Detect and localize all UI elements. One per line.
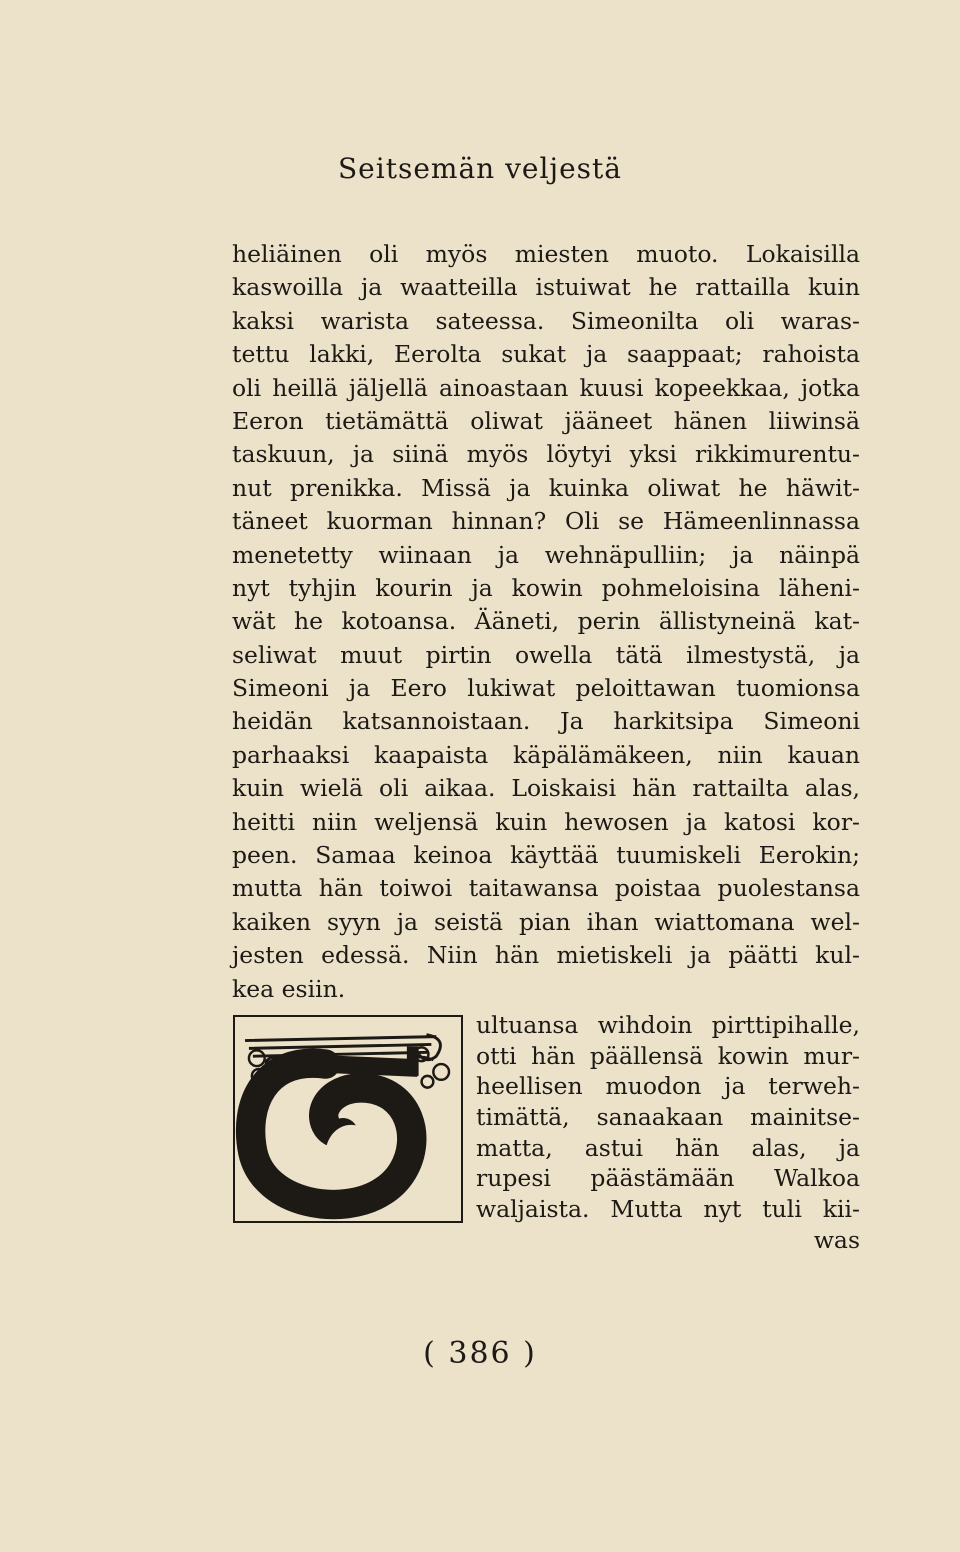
text-line: Simeoni ja Eero lukiwat peloittawan tuomionsa [232, 674, 860, 703]
text-line: oli heillä jäljellä ainoastaan kuusi kopeekkaa, jotka [232, 373, 860, 402]
text-line: mutta hän toiwoi taitawansa poistaa puolestansa [232, 874, 860, 903]
text-line: kaswoilla ja waatteilla istuiwat he rattailla kuin [232, 273, 860, 302]
text-line: Eeron tietämättä oliwat jääneet hänen liiwinsä [232, 406, 860, 435]
text-line: matta, astui hän alas, ja [476, 1133, 860, 1162]
text-line: nyt tyhjin kourin ja kowin pohmeloisina läheni- [232, 573, 860, 602]
page-number: ( 386 ) [423, 1336, 537, 1371]
text-line: kaksi warista sateessa. Simeonilta oli waras- [232, 306, 860, 335]
text-line: timättä, sanaakaan mainitse- [476, 1103, 860, 1132]
text-line: taskuun, ja siinä myös löytyi yksi rikkimurentu- [232, 440, 860, 469]
text-line: parhaaksi kaapaista käpälämäkeen, niin kauan [232, 740, 860, 769]
text-line: täneet kuorman hinnan? Oli se Hämeenlinnassa [232, 507, 860, 536]
text-line: waljaista. Mutta nyt tuli kii- [476, 1195, 860, 1224]
text-line: peen. Samaa keinoa käyttää tuumiskeli Eerokin; [232, 841, 860, 870]
ornamental-drop-cap-icon [233, 1015, 463, 1223]
text-line: heliäinen oli myös miesten muoto. Lokaisilla [232, 240, 860, 268]
text-line: ultuansa wihdoin pirttipihalle, [476, 1011, 860, 1039]
text-line: kea esiin. [232, 974, 346, 1003]
text-line: kuin wielä oli aikaa. Loiskaisi hän rattailta alas, [232, 774, 860, 803]
text-line: rupesi päästämään Walkoa [476, 1164, 860, 1193]
text-line: heellisen muodon ja terweh- [476, 1072, 860, 1101]
text-line: nut prenikka. Missä ja kuinka oliwat he häwit- [232, 473, 860, 502]
text-line: heidän katsannoistaan. Ja harkitsipa Simeoni [232, 707, 860, 736]
running-title: Seitsemän veljestä [338, 152, 622, 185]
text-line: seliwat muut pirtin owella tätä ilmestystä, ja [232, 640, 860, 669]
text-line: heitti niin weljensä kuin hewosen ja katosi kor- [232, 807, 860, 836]
drop-cap-paragraph [476, 1010, 860, 1256]
text-line: menetetty wiinaan ja wehnäpulliin; ja näinpä [232, 540, 860, 569]
main-paragraph [232, 238, 860, 1006]
text-line: otti hän päällensä kowin mur- [476, 1041, 860, 1070]
text-line: tettu lakki, Eerolta sukat ja saappaat; rahoista [232, 340, 860, 369]
catchword: was [813, 1225, 860, 1254]
text-line: kaiken syyn ja seistä pian ihan wiattomana wel- [232, 907, 860, 936]
text-line: jesten edessä. Niin hän mietiskeli ja päätti kul- [232, 941, 860, 970]
text-line: wät he kotoansa. Ääneti, perin ällistyneinä kat- [232, 607, 860, 636]
